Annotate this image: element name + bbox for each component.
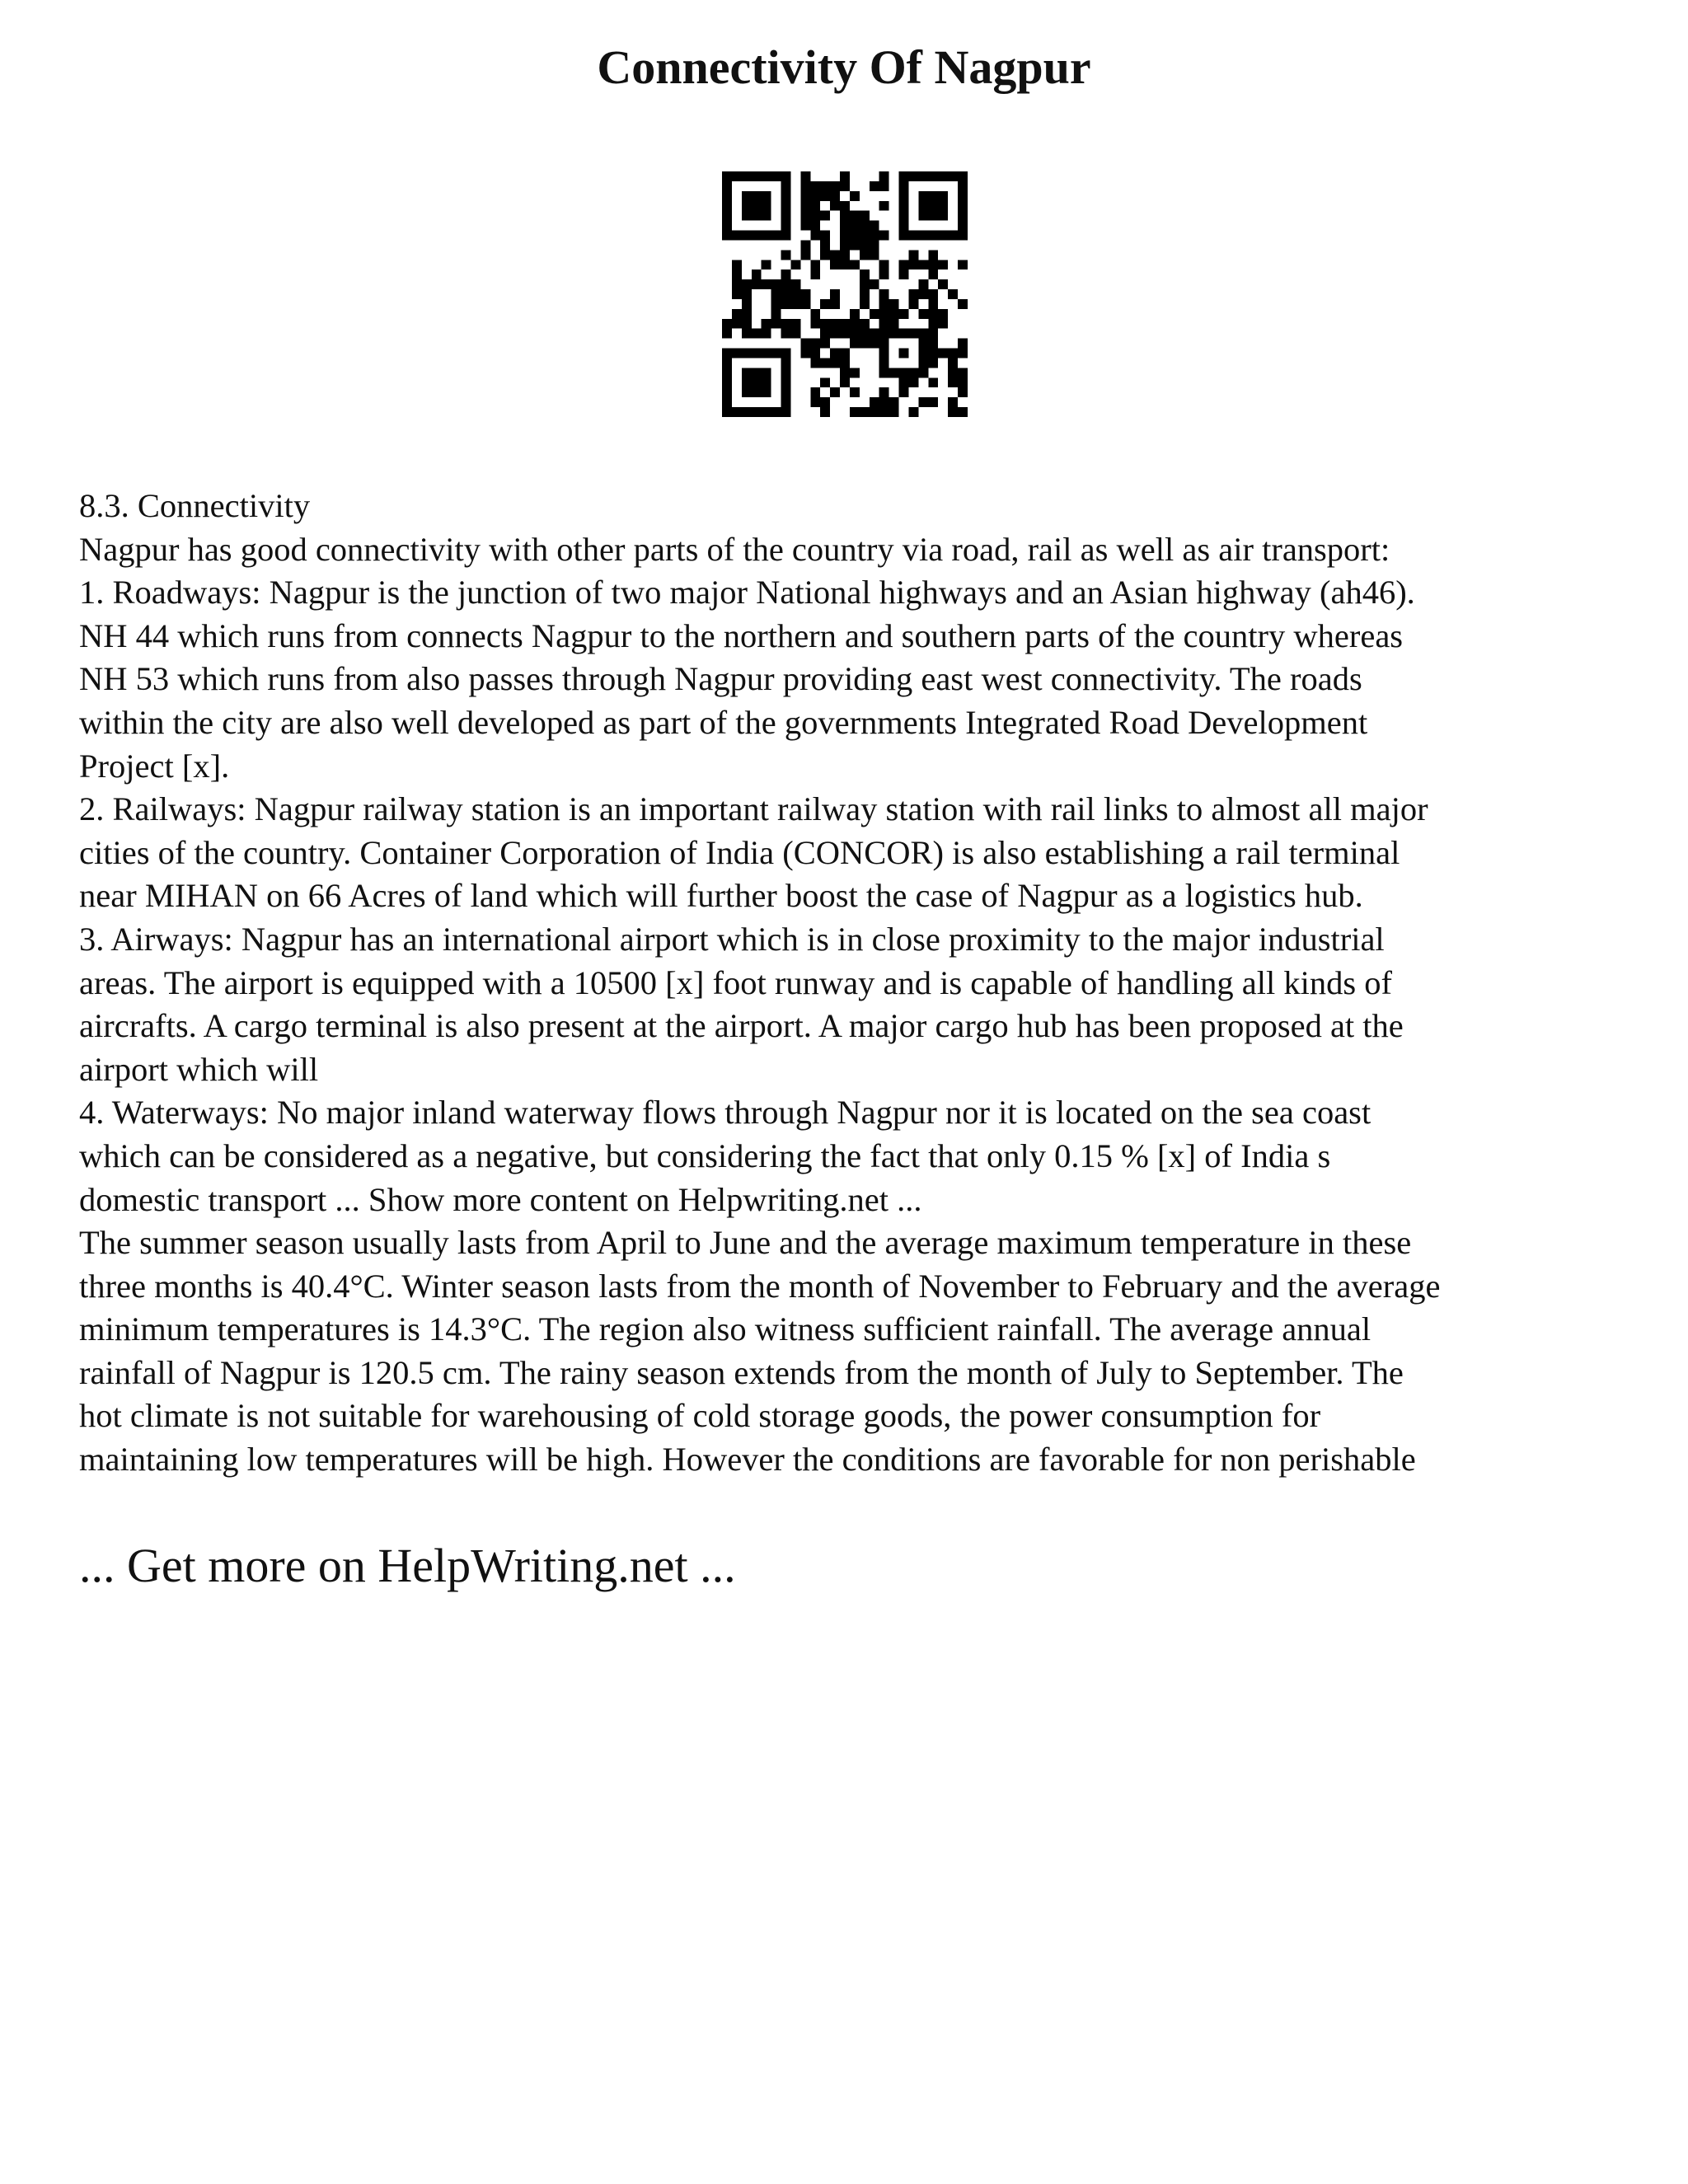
text-line: aircrafts. A cargo terminal is also present at the airport. A major cargo hub has been proposed at the: [79, 1007, 1404, 1045]
text-line: 1. Roadways: Nagpur is the junction of two major National highways and an Asian highway (ah46).: [79, 574, 1415, 612]
page-title: Connectivity Of Nagpur: [597, 40, 1091, 94]
text-line: three months is 40.4°C. Winter season lasts from the month of November to February and the average: [79, 1267, 1441, 1305]
text-line: minimum temperatures is 14.3°C. The region also witness sufficient rainfall. The average annual: [79, 1310, 1372, 1348]
text-line: Project [x].: [79, 747, 230, 785]
get-more-link[interactable]: ... Get more on HelpWriting.net ...: [79, 1539, 736, 1592]
text-line: areas. The airport is equipped with a 10500 [x] foot runway and is capable of handling all kinds of: [79, 963, 1392, 1001]
text-line: maintaining low temperatures will be high. However the conditions are favorable for non perishable: [79, 1441, 1416, 1479]
text-line: 4. Waterways: No major inland waterway flows through Nagpur nor it is located on the sea coast: [79, 1094, 1372, 1132]
text-line: near MIHAN on 66 Acres of land which will further boost the case of Nagpur as a logistics hub.: [79, 877, 1363, 915]
text-line: cities of the country. Container Corporation of India (CONCOR) is also establishing a rail terminal: [79, 833, 1400, 871]
text-line: Nagpur has good connectivity with other parts of the country via road, rail as well as air transport:: [79, 530, 1390, 568]
show-more-link[interactable]: domestic transport ... Show more content on Helpwriting.net ...: [79, 1180, 922, 1218]
text-line: NH 44 which runs from connects Nagpur to the northern and southern parts of the country whereas: [79, 616, 1404, 654]
text-line: NH 53 which runs from also passes through Nagpur providing east west connectivity. The roads: [79, 660, 1362, 698]
text-line: rainfall of Nagpur is 120.5 cm. The rainy season extends from the month of July to September. The: [79, 1353, 1404, 1391]
text-line: within the city are also well developed as part of the governments Integrated Road Development: [79, 703, 1368, 741]
text-line: airport which will: [79, 1050, 319, 1088]
text-line: hot climate is not suitable for warehousing of cold storage goods, the power consumption for: [79, 1397, 1321, 1435]
qr-code-icon: [722, 171, 968, 417]
text-line: The summer season usually lasts from April to June and the average maximum temperature in these: [79, 1224, 1412, 1262]
text-line: 8.3. Connectivity: [79, 487, 311, 524]
text-line: 3. Airways: Nagpur has an international airport which is in close proximity to the major industrial: [79, 920, 1385, 958]
article-body: [79, 485, 1629, 1482]
text-line: which can be considered as a negative, but considering the fact that only 0.15 % [x] of India s: [79, 1137, 1331, 1174]
text-line: 2. Railways: Nagpur railway station is an important railway station with rail links to almost all major: [79, 790, 1428, 828]
